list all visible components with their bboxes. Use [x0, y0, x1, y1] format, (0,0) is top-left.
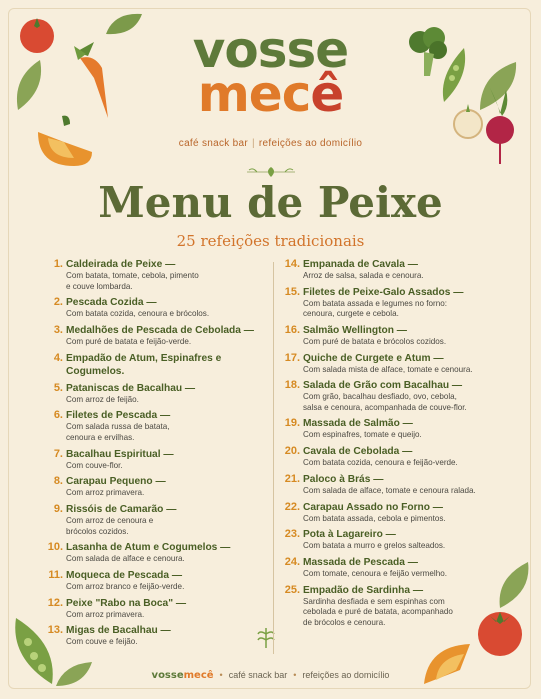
menu-item: [281, 501, 511, 525]
menu-item: [281, 556, 511, 580]
menu-item: [44, 324, 274, 348]
menu-item-number: 22.: [284, 500, 300, 513]
menu-item-description: Com batata assada e legumes no forno: cenoura, curgete e cebola.: [303, 298, 447, 319]
menu-item: [44, 475, 274, 499]
menu-item-name: Lasanha de Atum e Cogumelos —: [66, 542, 231, 554]
menu-item-description: Com espinafres, tomate e queijo.: [303, 430, 422, 440]
menu-item-number: 13.: [47, 624, 63, 637]
footer-delivery: refeições ao domicílio: [302, 670, 390, 680]
menu-item-number: 25.: [284, 583, 300, 596]
menu-item-name: Medalhões de Pescada de Cebolada —: [66, 324, 254, 336]
menu-item-number: 3.: [53, 323, 63, 336]
menu-item-name: Migas de Bacalhau —: [66, 625, 171, 637]
footer-brand-b: mecê: [183, 670, 214, 681]
menu-item: [281, 324, 511, 348]
menu-item-name: Massada de Pescada —: [303, 556, 418, 568]
menu-item: [281, 352, 511, 376]
menu-item-name: Filetes de Pescada —: [66, 410, 171, 422]
menu-item: [281, 584, 511, 629]
menu-item: [44, 352, 274, 378]
page-subtitle: 25 refeições tradicionais: [176, 232, 365, 250]
menu-item: [281, 379, 511, 413]
menu-item: [281, 286, 511, 320]
menu-item-description: Com salada de alface e cenoura.: [66, 554, 185, 564]
menu-item-name: Pota à Lagareiro —: [303, 529, 396, 541]
menu-item-description: Com arroz primavera.: [66, 609, 145, 619]
menu-item-number: 16.: [284, 323, 300, 336]
menu-item-description: Com couve e feijão.: [66, 637, 138, 647]
menu-item-number: 7.: [53, 447, 63, 460]
menu-item-number: 8.: [53, 475, 63, 488]
menu-item-number: 23.: [284, 528, 300, 541]
menu-column-right: [281, 258, 511, 632]
menu-item-name: Pescada Cozida —: [66, 297, 157, 309]
menu-item-description: Com salada mista de alface, tomate e cenoura.: [303, 364, 473, 374]
brand-tagline: [0, 138, 541, 149]
menu-item-number: 9.: [53, 503, 63, 515]
menu-item-description: Com batata a murro e grelos salteados.: [303, 541, 446, 551]
menu-item: [281, 528, 511, 552]
menu-item: [281, 445, 511, 469]
tagline-delivery: refeições ao domicílio: [258, 138, 363, 149]
footer-dot: •: [219, 670, 223, 680]
menu-item-description: Com arroz de feijão.: [66, 394, 139, 404]
menu-item: [44, 503, 274, 537]
menu-item-number: 4.: [53, 351, 63, 364]
menu-item: [44, 409, 274, 443]
menu-item-description: Com batata, tomate, cebola, pimento e couve lombarda.: [66, 271, 199, 291]
menu-item: [281, 473, 511, 497]
tagline-separator: |: [252, 138, 255, 149]
menu-item-number: 20.: [284, 445, 300, 458]
logo-word-vosse: vosse: [192, 21, 349, 79]
menu-item-name: Paloco à Brás —: [303, 473, 384, 485]
menu-item-description: Com arroz branco e feijão-verde.: [66, 581, 185, 591]
menu-item-description: Com batata cozida, cenoura e brócolos.: [66, 309, 210, 319]
menu-item-description: Com couve-flor.: [66, 460, 123, 470]
menu-item: [44, 624, 274, 648]
menu-item-number: 6.: [53, 409, 63, 422]
menu-item: [44, 569, 274, 593]
menu-item-number: 11.: [48, 568, 63, 581]
page-title: Menu de Peixe: [98, 178, 443, 227]
menu-item-name: Carapau Pequeno —: [66, 476, 166, 488]
menu-item: [44, 597, 274, 621]
menu-item-name: Empanada de Cavala —: [303, 259, 418, 270]
footer-brand-a: vosse: [151, 670, 184, 681]
menu-item-name: Cavala de Cebolada —: [303, 446, 413, 458]
footer: [0, 670, 541, 681]
menu-item-number: 5.: [53, 381, 63, 394]
menu-item-number: 14.: [284, 258, 300, 270]
menu-item-name: Empadão de Sardinha —: [303, 584, 424, 596]
logo-word-e: ê: [310, 65, 344, 123]
menu-item-description: Com arroz de cenoura e brócolos cozidos.: [66, 516, 154, 536]
menu-item-description: Com salada russa de batata, cenoura e ervilhas.: [66, 422, 170, 442]
menu-item-number: 1.: [53, 258, 63, 270]
menu-item-name: Bacalhau Espiritual —: [66, 448, 174, 460]
menu-column-left: [44, 258, 274, 652]
menu-item-name: Quiche de Curgete e Atum —: [303, 352, 444, 364]
menu-item-name: Moqueca de Pescada —: [66, 569, 183, 581]
menu-item: [281, 258, 511, 282]
menu-item-name: Carapau Assado no Forno —: [303, 501, 443, 513]
menu-item-description: Com puré de batata e brócolos cozidos.: [303, 336, 447, 346]
menu-item: [44, 448, 274, 472]
menu-item: [44, 382, 274, 406]
footer-cafe: café snack bar: [228, 670, 288, 680]
menu-item-name: Caldeirada de Peixe —: [66, 259, 176, 270]
menu-item-description: Com arroz primavera.: [66, 488, 145, 498]
logo-word-mec: mec: [197, 65, 311, 123]
menu-item-number: 15.: [284, 285, 300, 298]
menu-item-name: Salada de Grão com Bacalhau —: [303, 380, 463, 392]
menu-item-description: Sardinha desfiada e sem espinhas com cebolada e puré de batata, acompanhado de brócolos e cenoura.: [303, 596, 453, 627]
menu-item-number: 21.: [284, 472, 300, 485]
menu-item-description: Arroz de salsa, salada e cenoura.: [303, 271, 424, 280]
menu-item-number: 2.: [53, 296, 63, 309]
menu-item-name: Peixe "Rabo na Boca" —: [66, 597, 187, 609]
menu-item: [44, 541, 274, 565]
menu-item-name: Pataniscas de Bacalhau —: [66, 382, 196, 394]
menu-item-number: 18.: [284, 379, 300, 392]
menu-item-description: Com puré de batata e feijão-verde.: [66, 336, 192, 346]
menu-item: [281, 417, 511, 441]
menu-item-name: Filetes de Peixe-Galo Assados —: [303, 286, 464, 298]
menu-item: [44, 258, 274, 292]
footer-dot: •: [293, 670, 297, 680]
menu-item-description: Com salada de alface, tomate e cenoura ralada.: [303, 485, 476, 495]
menu-item-description: Com grão, bacalhau desfiado, ovo, cebola, salsa e cenoura, acompanhada de couve-flor.: [303, 392, 467, 412]
leaf-divider-icon: [245, 165, 297, 179]
pumpkin-icon: [420, 640, 480, 690]
menu-item-number: 17.: [284, 351, 300, 364]
menu-item-number: 10.: [47, 541, 63, 554]
menu-item-description: Com tomate, cenoura e feijão vermelho.: [303, 568, 447, 578]
menu-item-number: 24.: [284, 555, 300, 568]
menu-item-name: Rissóis de Camarão —: [66, 504, 177, 515]
menu-item-number: 12.: [47, 596, 63, 609]
menu-item-description: Com batata assada, cebola e pimentos.: [303, 513, 446, 523]
menu-item-description: Com batata cozida, cenoura e feijão-verde.: [303, 458, 458, 468]
menu-item-name: Empadão de Atum, Espinafres e Cogumelos.: [66, 352, 222, 377]
brand-logo: [0, 21, 541, 123]
tagline-cafe: café snack bar: [178, 138, 248, 149]
menu-item-number: 19.: [284, 417, 300, 430]
menu-item-name: Salmão Wellington —: [303, 324, 407, 336]
menu-item-name: Massada de Salmão —: [303, 418, 413, 430]
column-divider: [273, 262, 274, 654]
menu-item: [44, 296, 274, 320]
